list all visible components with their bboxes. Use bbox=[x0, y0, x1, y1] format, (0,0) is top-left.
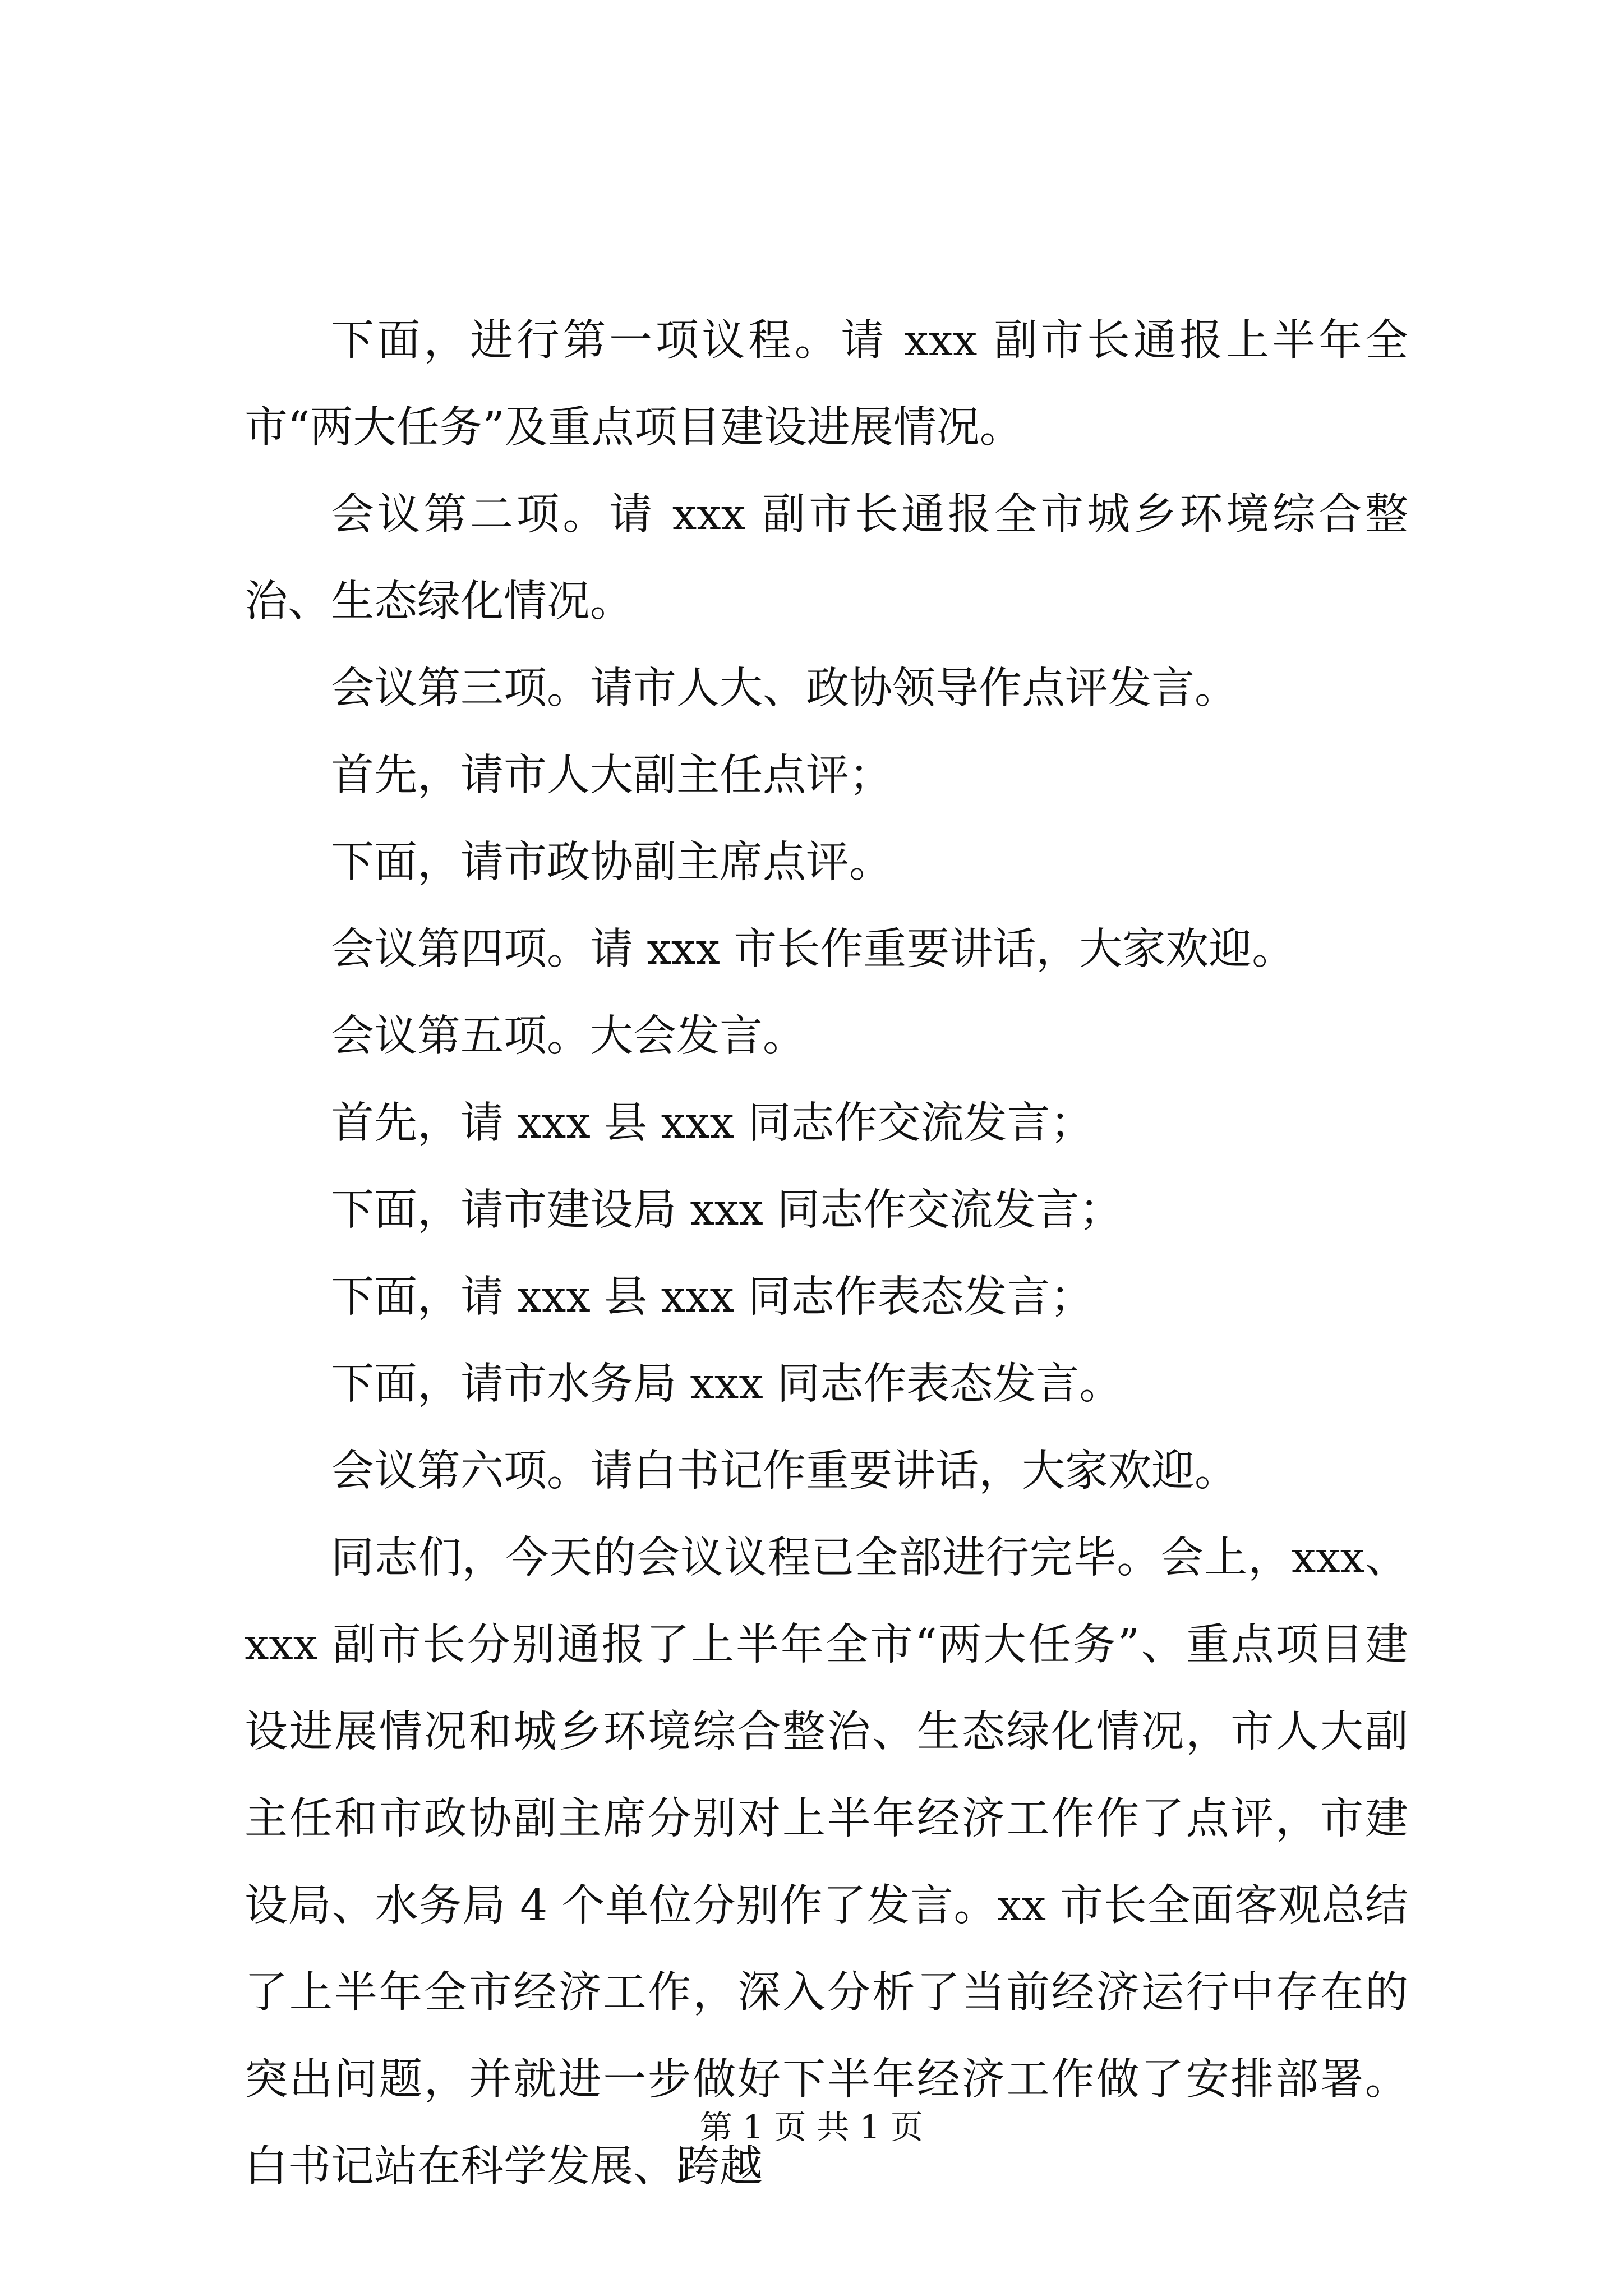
page-footer: 第 1 页 共 1 页 bbox=[700, 2108, 923, 2146]
paragraph-agenda-item-6: 会议第六项。请白书记作重要讲话，大家欢迎。 bbox=[331, 1446, 1238, 1496]
paragraph-speech-2: 下面，请市建设局 xxx 同志作交流发言； bbox=[331, 1185, 1123, 1235]
paragraph-agenda-item-5: 会议第五项。大会发言。 bbox=[331, 1011, 806, 1061]
paragraph-speech-1: 首先，请 xxx 县 xxx 同志作交流发言； bbox=[331, 1098, 1094, 1148]
paragraph-speech-4: 下面，请市水务局 xxx 同志作表态发言。 bbox=[331, 1359, 1123, 1409]
paragraph-agenda-item-3: 会议第三项。请市人大、政协领导作点评发言。 bbox=[331, 664, 1238, 714]
paragraph-agenda-item-2: 会议第二项。请 xxx 副市长通报全市城乡环境综合整治、生态绿化情况。 bbox=[245, 490, 1408, 627]
paragraph-agenda-item-4: 会议第四项。请 xxx 市长作重要讲话，大家欢迎。 bbox=[331, 924, 1295, 974]
paragraph-summary: 同志们，今天的会议议程已全部进行完毕。会上，xxx、xxx 副市长分别通报了上半年全市“两大任务”、重点项目建设进展情况和城乡环境综合整治、生态绿化情况，市人大副主任和市政协副主席分别对上半年经济工作作了点评，市建设局、水务局 4 个单位分别作了发言。xx 市长全面客观总结了上半年全市经济工作，深入分析了当前经济运行中存在的突出问题，并就进一步做好下半年经济工作做了安排部署。白书记站在科学发展、跨越 bbox=[245, 1533, 1408, 2192]
paragraph-agenda-item-1: 下面，进行第一项议程。请 xxx 副市长通报上半年全市“两大任务”及重点项目建设进展情况。 bbox=[245, 316, 1408, 453]
paragraph-npc-comment: 首先，请市人大副主任点评； bbox=[331, 751, 892, 800]
paragraph-speech-3: 下面，请 xxx 县 xxx 同志作表态发言； bbox=[331, 1272, 1094, 1322]
document-body bbox=[245, 297, 1408, 2210]
paragraph-cppcc-comment: 下面，请市政协副主席点评。 bbox=[331, 838, 892, 887]
